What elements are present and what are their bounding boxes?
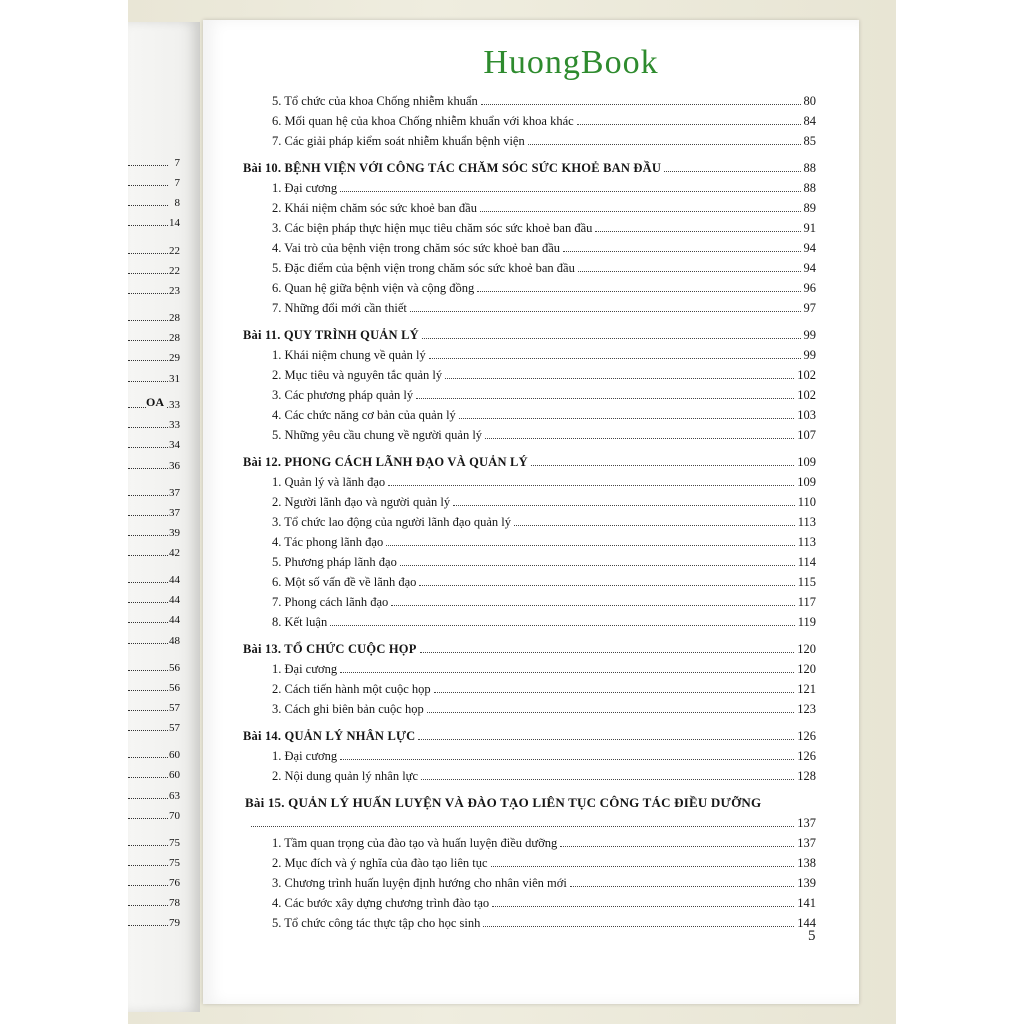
toc-entry-label: 5. Những yêu cầu chung về người quản lý [272,428,483,442]
left-page-number: 63 [169,790,180,802]
toc-entry-label: Bài 14. QUẢN LÝ NHÂN LỰC [243,729,416,743]
dot-leader [480,211,801,212]
left-page-number: 75 [169,857,180,869]
toc-entry-row [272,659,816,677]
left-page-number: 57 [169,702,180,714]
left-page-number: 33 [169,419,180,431]
toc-entry-label: 1. Tầm quan trọng của đào tạo và huấn luyện điều dưỡng [272,836,558,850]
dot-leader [128,273,168,274]
toc-entry-page: 137 [797,816,816,830]
page-number: 5 [808,928,816,944]
left-page-entry [128,258,180,278]
toc-entry-page: 96 [803,281,816,295]
dot-leader [429,358,801,359]
dot-leader [531,465,794,466]
toc-entry-page: 120 [797,642,816,656]
toc-entry-label: 2. Mục đích và ý nghĩa của đào tạo liên tục [272,856,488,870]
left-page-number: 14 [169,217,180,229]
toc-entry-page: 88 [803,161,816,175]
toc-entry-page: 126 [797,749,816,763]
toc-entry-page: 120 [797,662,816,676]
dot-leader [128,468,168,469]
left-page-number: 31 [169,373,180,385]
toc-entry-label: 5. Đặc điểm của bệnh viện trong chăm sóc sức khoẻ ban đầu [272,261,575,275]
left-page-number: 48 [169,635,180,647]
left-page-number: 28 [169,312,180,324]
left-page-number: 42 [169,547,180,559]
toc-entry-row [272,472,816,490]
dot-leader [340,759,794,760]
dot-leader [128,777,168,778]
toc-lesson-row [243,158,816,176]
toc-entry-page: 99 [803,328,816,342]
toc-entry-row [272,238,816,256]
toc-entry-row [272,913,816,931]
toc-entry-label: 4. Vai trò của bệnh viện trong chăm sóc sức khoẻ ban đầu [272,241,561,255]
toc-entry-row [248,813,816,831]
dot-leader [251,826,794,827]
toc-entry-row [272,699,816,717]
toc-entry-page: 113 [797,535,816,549]
toc-entry-row [272,572,816,590]
toc-entry-label: 3. Tổ chức lao động của người lãnh đạo quản lý [272,515,511,529]
dot-leader [128,293,168,294]
left-page-entry [128,238,180,258]
dot-leader [528,144,801,145]
toc-entry-page: 138 [797,856,816,870]
toc-entry-row [272,612,816,630]
dot-leader [128,515,168,516]
dot-leader [453,505,795,506]
left-page-entry [128,392,180,412]
toc-entry-page: 89 [803,201,816,215]
left-page-number: 8 [174,197,180,209]
dot-leader [477,291,800,292]
toc-entry-page: 107 [797,428,816,442]
dot-leader [128,622,168,623]
toc-entry-label: 6. Một số vấn đề về lãnh đạo [272,575,417,589]
dot-leader [416,398,794,399]
toc-entry-page: 115 [797,575,816,589]
toc-lesson-row [243,639,816,657]
dot-leader [419,585,794,586]
left-page-number: 76 [169,877,180,889]
toc-entry-label: 6. Quan hệ giữa bệnh viện và cộng đồng [272,281,475,295]
toc-entry-label: Bài 13. TỔ CHỨC CUỘC HỌP [243,642,417,656]
left-page-number: 29 [169,352,180,364]
dot-leader [128,253,168,254]
toc-entry-row [272,178,816,196]
toc-entry-page: 99 [803,348,816,362]
dot-leader [128,340,168,341]
left-page-entry [128,190,180,210]
left-page-entry [128,540,180,560]
toc-entry-row [272,258,816,276]
toc-entry-page: 137 [797,836,816,850]
left-page-number: 34 [169,439,180,451]
toc-entry-page: 123 [797,702,816,716]
toc-entry-label: 7. Các giải pháp kiểm soát nhiễm khuẩn bệnh viện [272,134,525,148]
toc-entry-label: 2. Khái niệm chăm sóc sức khoẻ ban đầu [272,201,477,215]
toc-entry-label: 3. Các phương pháp quản lý [272,388,414,402]
dot-leader [560,846,794,847]
toc-entry-page: 94 [803,261,816,275]
left-page-heading-fragment: OA [146,395,164,409]
left-page-entry [128,520,180,540]
toc-entry-page: 94 [803,241,816,255]
left-page-entry [128,432,180,452]
toc-entry-row [272,111,816,129]
toc-entry-label: 6. Mối quan hệ của khoa Chống nhiễm khuẩn với khoa khác [272,114,574,128]
left-page-number: 23 [169,285,180,297]
toc-entry-label: 2. Nội dung quản lý nhân lực [272,769,418,783]
toc-entry-label: Bài 12. PHONG CÁCH LÃNH ĐẠO VÀ QUẢN LÝ [243,455,528,469]
toc-entry-label: 4. Các chức năng cơ bản của quản lý [272,408,456,422]
left-page-number: 22 [169,265,180,277]
toc-entry-label: 3. Cách ghi biên bản cuộc họp [272,702,424,716]
dot-leader [128,670,168,671]
dot-leader [128,555,168,556]
left-page-number: 57 [169,722,180,734]
toc-entry-label: Bài 10. BỆNH VIỆN VỚI CÔNG TÁC CHĂM SÓC SỨC KHOẺ BAN ĐẦU [243,161,662,175]
dot-leader [481,104,801,105]
toc-entry-label: 1. Đại cương [272,749,338,763]
dot-leader [128,602,168,603]
left-page-entry [128,278,180,298]
dot-leader [577,124,801,125]
left-page-entry [128,607,180,627]
left-page-entry [128,783,180,803]
left-page-number: 60 [169,769,180,781]
left-page-number: 22 [169,245,180,257]
dot-leader [128,865,168,866]
dot-leader [483,926,794,927]
dot-leader [128,885,168,886]
dot-leader [128,798,168,799]
dot-leader [128,360,168,361]
dot-leader [128,205,168,206]
toc-lesson-row [243,452,816,470]
dot-leader [422,338,801,339]
toc-entry-page: 102 [797,388,816,402]
watermark: HuongBook [468,40,674,86]
dot-leader [410,311,801,312]
left-page-entry [128,695,180,715]
toc-entry-page: 141 [797,896,816,910]
toc-entry-row [272,532,816,550]
dot-leader [420,652,795,653]
toc-entry-row [272,746,816,764]
toc-entry-page: 103 [797,408,816,422]
toc-entry-row [272,893,816,911]
left-page-number: 28 [169,332,180,344]
dot-leader [128,427,168,428]
left-page-entry [128,742,180,762]
left-page-number: 36 [169,460,180,472]
left-book-page [128,22,200,1012]
toc-entry-row [272,385,816,403]
toc-entry-row [272,365,816,383]
toc-lesson-row [243,325,816,343]
toc-entry-page: 80 [803,94,816,108]
toc-entry-page: 109 [797,455,816,469]
dot-leader [128,185,168,186]
left-page-entry [128,325,180,345]
dot-leader [340,191,800,192]
dot-leader [128,582,168,583]
dot-leader [388,485,794,486]
toc-entry-row [272,766,816,784]
left-page-number: 44 [169,574,180,586]
dot-leader [418,739,794,740]
toc-entry-row [272,218,816,236]
toc-entry-page: 91 [803,221,816,235]
dot-leader [386,545,795,546]
dot-leader [400,565,795,566]
dot-leader [459,418,794,419]
toc-entry-label: 1. Đại cương [272,662,338,676]
toc-entry-row [272,298,816,316]
left-page-entry [128,890,180,910]
dot-leader [664,171,800,172]
dot-leader [128,845,168,846]
left-page-number: 33 [169,399,180,411]
left-page-entry [128,655,180,675]
dot-leader [128,165,168,166]
left-page-entry [128,803,180,823]
left-page-entry [128,567,180,587]
toc-entry-row [272,853,816,871]
toc-entry-page: 113 [797,515,816,529]
dot-leader [595,231,800,232]
toc-entry-label: 4. Tác phong lãnh đạo [272,535,384,549]
dot-leader [427,712,795,713]
left-page-entry [128,345,180,365]
toc-entry-label: 8. Kết luận [272,615,328,629]
dot-leader [434,692,795,693]
left-page-number: 75 [169,837,180,849]
toc-entry-page: 97 [803,301,816,315]
toc-entry-label: 5. Tổ chức công tác thực tập cho học sinh [272,916,481,930]
toc-entry-row [272,425,816,443]
toc-entry-label: 2. Cách tiến hành một cuộc họp [272,682,431,696]
toc-entry-row [272,405,816,423]
toc-entry-page: 119 [797,615,816,629]
dot-leader [330,625,795,626]
dot-leader [128,495,168,496]
left-page-entry [128,715,180,735]
toc-entry-page: 114 [797,555,816,569]
dot-leader [445,378,794,379]
dot-leader [128,447,168,448]
left-page-number: 37 [169,507,180,519]
toc-entry-label: 1. Khái niệm chung về quản lý [272,348,426,362]
toc-entry-page: 144 [797,916,816,930]
left-page-number: 70 [169,810,180,822]
toc-entry-page: 126 [797,729,816,743]
left-page-entry [128,210,180,230]
toc-entry-row [272,131,816,149]
left-page-entry [128,850,180,870]
toc-entry-page: 109 [797,475,816,489]
toc-entry-page: 85 [803,134,816,148]
toc-entry-page: 102 [797,368,816,382]
left-page-number: 44 [169,594,180,606]
toc-entry-page: 88 [803,181,816,195]
dot-leader [491,866,795,867]
dot-leader [128,710,168,711]
toc-entry-page: 121 [797,682,816,696]
toc-lesson-row [245,793,816,811]
left-page-entry [128,412,180,432]
left-page-number: 56 [169,682,180,694]
left-page-entry [128,453,180,473]
left-page-entry [128,150,180,170]
toc-entry-row [272,512,816,530]
left-page-entry [128,480,180,500]
dot-leader [128,905,168,906]
toc-entry-label: 5. Phương pháp lãnh đạo [272,555,397,569]
toc-entry-label: 4. Các bước xây dựng chương trình đào tạo [272,896,490,910]
dot-leader [340,672,794,673]
left-page-entry [128,628,180,648]
left-page-entry [128,500,180,520]
toc-entry-row [272,552,816,570]
toc-entry-label: 1. Quản lý và lãnh đạo [272,475,386,489]
toc-entry-page: 117 [797,595,816,609]
toc-entry-label: 1. Đại cương [272,181,338,195]
dot-leader [128,643,168,644]
dot-leader [485,438,794,439]
dot-leader [421,779,794,780]
left-page-number: 79 [169,917,180,929]
left-page-entry [128,170,180,190]
dot-leader [128,225,168,226]
dot-leader [128,535,168,536]
toc-entry-label: 7. Phong cách lãnh đạo [272,595,389,609]
toc-entry-page: 84 [803,114,816,128]
dot-leader [391,605,794,606]
left-page-number: 39 [169,527,180,539]
dot-leader [570,886,794,887]
toc-entry-label: Bài 15. QUẢN LÝ HUẤN LUYỆN VÀ ĐÀO TẠO LIÊN TỤC CÔNG TÁC ĐIỀU DƯỠNG [245,795,762,810]
toc-entry-page: 110 [797,495,816,509]
toc-entry-label: 5. Tổ chức của khoa Chống nhiễm khuẩn [272,94,478,108]
toc-entry-row [272,592,816,610]
dot-leader [128,757,168,758]
toc-entry-row [272,345,816,363]
left-page-number: 60 [169,749,180,761]
toc-entry-label: 7. Những đổi mới cần thiết [272,301,407,315]
toc-entry-row [272,278,816,296]
toc-entry-row [272,679,816,697]
left-page-entry [128,675,180,695]
toc-entry-label: 3. Các biện pháp thực hiện mục tiêu chăm sóc sức khoẻ ban đầu [272,221,593,235]
toc-entry-row [272,833,816,851]
dot-leader [578,271,801,272]
left-page-entry [128,870,180,890]
left-page-entry [128,587,180,607]
dot-leader [514,525,795,526]
toc-entry-row [272,91,816,109]
left-page-number: 37 [169,487,180,499]
toc-entry-row [272,873,816,891]
left-page-entry [128,910,180,930]
toc-entry-label: Bài 11. QUY TRÌNH QUẢN LÝ [243,328,419,342]
dot-leader [128,925,168,926]
left-page-entry [128,762,180,782]
toc-entry-page: 139 [797,876,816,890]
left-page-entry [128,366,180,386]
dot-leader [128,730,168,731]
left-page-number: 78 [169,897,180,909]
left-page-number: 7 [174,157,180,169]
left-page-number: 56 [169,662,180,674]
dot-leader [128,381,168,382]
dot-leader [563,251,800,252]
left-page-entry [128,830,180,850]
toc-entry-label: 2. Mục tiêu và nguyên tắc quản lý [272,368,443,382]
dot-leader [492,906,794,907]
toc-entry-label: 3. Chương trình huấn luyện định hướng cho nhân viên mới [272,876,567,890]
left-page-entry [128,305,180,325]
left-page-number: 7 [174,177,180,189]
toc-entry-page: 128 [797,769,816,783]
dot-leader [128,690,168,691]
left-page-number: 44 [169,614,180,626]
dot-leader [128,320,168,321]
toc-entry-row [272,492,816,510]
toc-entry-label: 2. Người lãnh đạo và người quản lý [272,495,451,509]
dot-leader [128,818,168,819]
toc-entry-row [272,198,816,216]
toc-lesson-row [243,726,816,744]
